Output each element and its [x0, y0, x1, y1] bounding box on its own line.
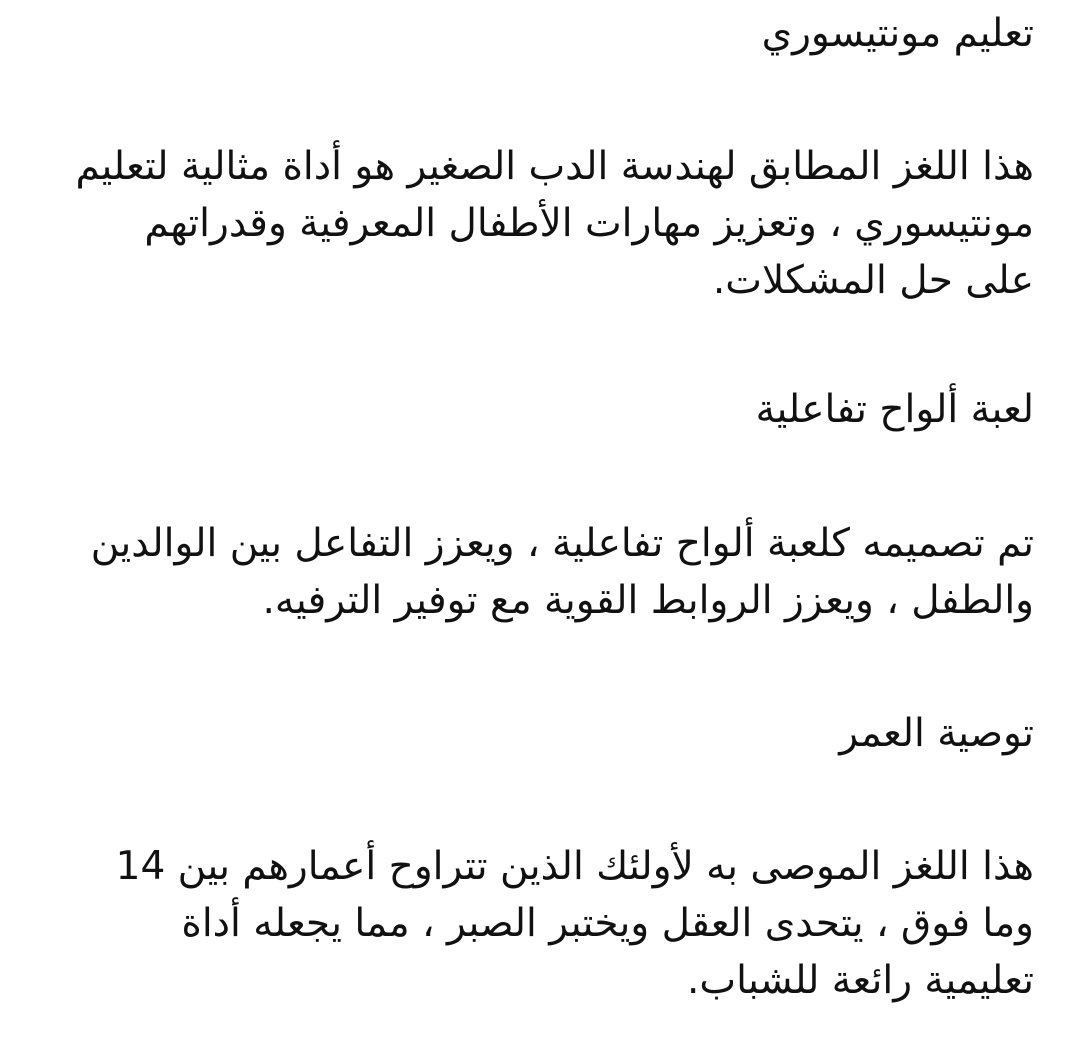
section-heading-interactive-board-game: لعبة ألواح تفاعلية [755, 387, 1034, 432]
section-heading-age-recommendation: توصية العمر [839, 711, 1034, 756]
section-paragraph-montessori: هذا اللغز المطابق لهندسة الدب الصغير هو أداة مثالية لتعليم مونتيسوري ، وتعزيز مهارات الأطفال المعرفية وقدراتهم على حل المشكلات. [75, 144, 1034, 303]
section-paragraph-age-recommendation: هذا اللغز الموصى به لأولئك الذين تتراوح أعمارهم بين 14 وما فوق ، يتحدى العقل ويختبر الصبر ، مما يجعله أداة تعليمية رائعة للشباب. [115, 844, 1034, 1003]
section-paragraph-interactive-board-game: تم تصميمه كلعبة ألواح تفاعلية ، ويعزز التفاعل بين الوالدين والطفل ، ويعزز الروابط القوية مع توفير الترفيه. [90, 521, 1034, 623]
section-heading-montessori: تعليم مونتيسوري [761, 11, 1034, 56]
